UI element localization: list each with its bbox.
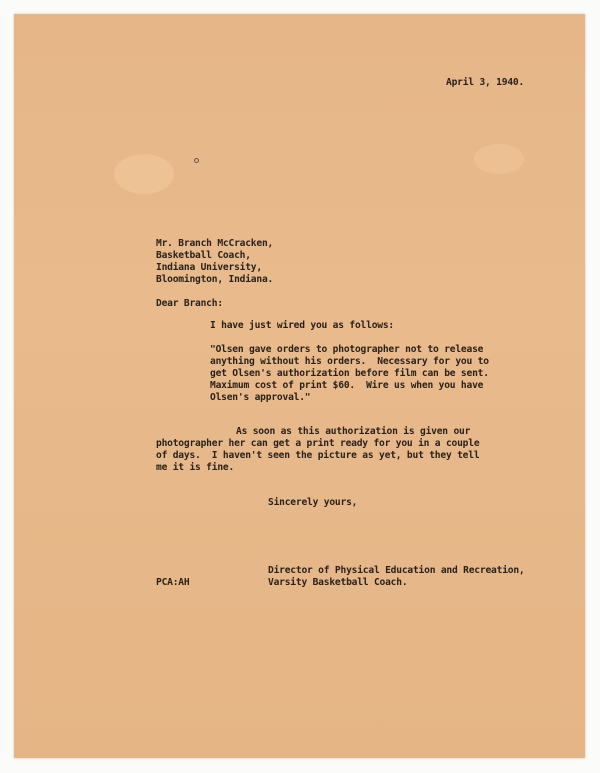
body-line: As soon as this authorization is given our bbox=[236, 426, 471, 437]
body-line: of days. I haven't seen the picture as yet, but they tell bbox=[156, 450, 480, 461]
signature-title-line: Varsity Basketball Coach. bbox=[268, 577, 408, 588]
telegram-line: Maximum cost of print $60. Wire us when you have bbox=[210, 380, 484, 391]
closing: Sincerely yours, bbox=[268, 497, 358, 508]
body-line: me it is fine. bbox=[156, 462, 235, 473]
telegram-line: "Olsen gave orders to photographer not to release bbox=[210, 344, 484, 355]
addressee-line: Indiana University, bbox=[156, 262, 262, 273]
intro-line: I have just wired you as follows: bbox=[210, 320, 395, 331]
telegram-line: get Olsen's authorization before film can be sent. bbox=[210, 368, 489, 379]
salutation: Dear Branch: bbox=[156, 298, 223, 309]
telegram-line: anything without his orders. Necessary for you to bbox=[210, 356, 489, 367]
paper-stain bbox=[114, 154, 174, 194]
addressee-line: Basketball Coach, bbox=[156, 250, 251, 261]
body-line: photographer her can get a print ready for you in a couple bbox=[156, 438, 480, 449]
paper-stain bbox=[474, 144, 524, 174]
signature-title-line: Director of Physical Education and Recreation, bbox=[268, 565, 525, 576]
reference-initials: PCA:AH bbox=[156, 577, 190, 588]
telegram-line: Olsen's approval." bbox=[210, 392, 311, 403]
addressee-line: Bloomington, Indiana. bbox=[156, 274, 274, 285]
letter-date: April 3, 1940. bbox=[446, 77, 525, 88]
letter-page bbox=[14, 14, 585, 758]
punch-mark bbox=[194, 158, 199, 163]
addressee-line: Mr. Branch McCracken, bbox=[156, 238, 274, 249]
